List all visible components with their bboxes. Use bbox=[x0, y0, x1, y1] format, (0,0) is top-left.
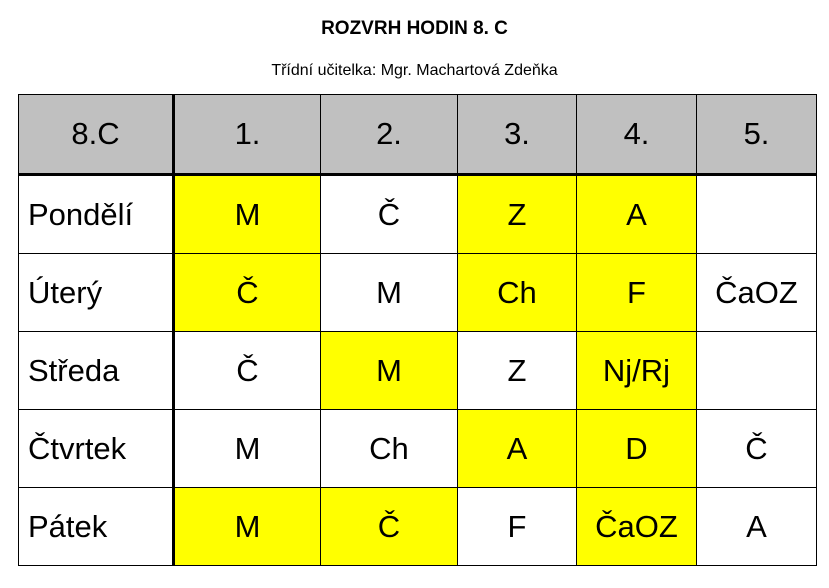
lesson-cell: M bbox=[174, 488, 321, 566]
period-header-1: 1. bbox=[174, 95, 321, 175]
lesson-cell: F bbox=[458, 488, 577, 566]
day-label: Pondělí bbox=[19, 175, 174, 254]
day-label: Pátek bbox=[19, 488, 174, 566]
timetable-header-row bbox=[19, 95, 817, 175]
lesson-cell: A bbox=[458, 410, 577, 488]
lesson-cell: Č bbox=[174, 332, 321, 410]
period-header-4: 4. bbox=[577, 95, 697, 175]
lesson-cell: M bbox=[174, 175, 321, 254]
lesson-cell: Z bbox=[458, 332, 577, 410]
lesson-cell bbox=[697, 332, 817, 410]
period-header-3: 3. bbox=[458, 95, 577, 175]
lesson-cell: Ch bbox=[458, 254, 577, 332]
lesson-cell: F bbox=[577, 254, 697, 332]
table-row bbox=[19, 332, 817, 410]
lesson-cell: M bbox=[321, 254, 458, 332]
table-row bbox=[19, 410, 817, 488]
period-header-2: 2. bbox=[321, 95, 458, 175]
table-row bbox=[19, 175, 817, 254]
day-label: Čtvrtek bbox=[19, 410, 174, 488]
table-row bbox=[19, 254, 817, 332]
lesson-cell: A bbox=[577, 175, 697, 254]
period-header-5: 5. bbox=[697, 95, 817, 175]
lesson-cell: Ch bbox=[321, 410, 458, 488]
lesson-cell: A bbox=[697, 488, 817, 566]
lesson-cell: Č bbox=[321, 175, 458, 254]
lesson-cell: ČaOZ bbox=[697, 254, 817, 332]
lesson-cell: Z bbox=[458, 175, 577, 254]
lesson-cell: M bbox=[174, 410, 321, 488]
lesson-cell: Nj/Rj bbox=[577, 332, 697, 410]
day-label: Středa bbox=[19, 332, 174, 410]
lesson-cell: Č bbox=[174, 254, 321, 332]
class-teacher-line: Třídní učitelka: Mgr. Machartová Zdeňka bbox=[271, 62, 558, 79]
lesson-cell bbox=[697, 175, 817, 254]
timetable bbox=[18, 94, 817, 566]
lesson-cell: Č bbox=[321, 488, 458, 566]
lesson-cell: ČaOZ bbox=[577, 488, 697, 566]
lesson-cell: D bbox=[577, 410, 697, 488]
lesson-cell: Č bbox=[697, 410, 817, 488]
timetable-body bbox=[19, 175, 817, 566]
day-label: Úterý bbox=[19, 254, 174, 332]
class-corner-cell: 8.C bbox=[19, 95, 174, 175]
table-row bbox=[19, 488, 817, 566]
lesson-cell: M bbox=[321, 332, 458, 410]
page-title: ROZVRH HODIN 8. C bbox=[321, 18, 508, 39]
